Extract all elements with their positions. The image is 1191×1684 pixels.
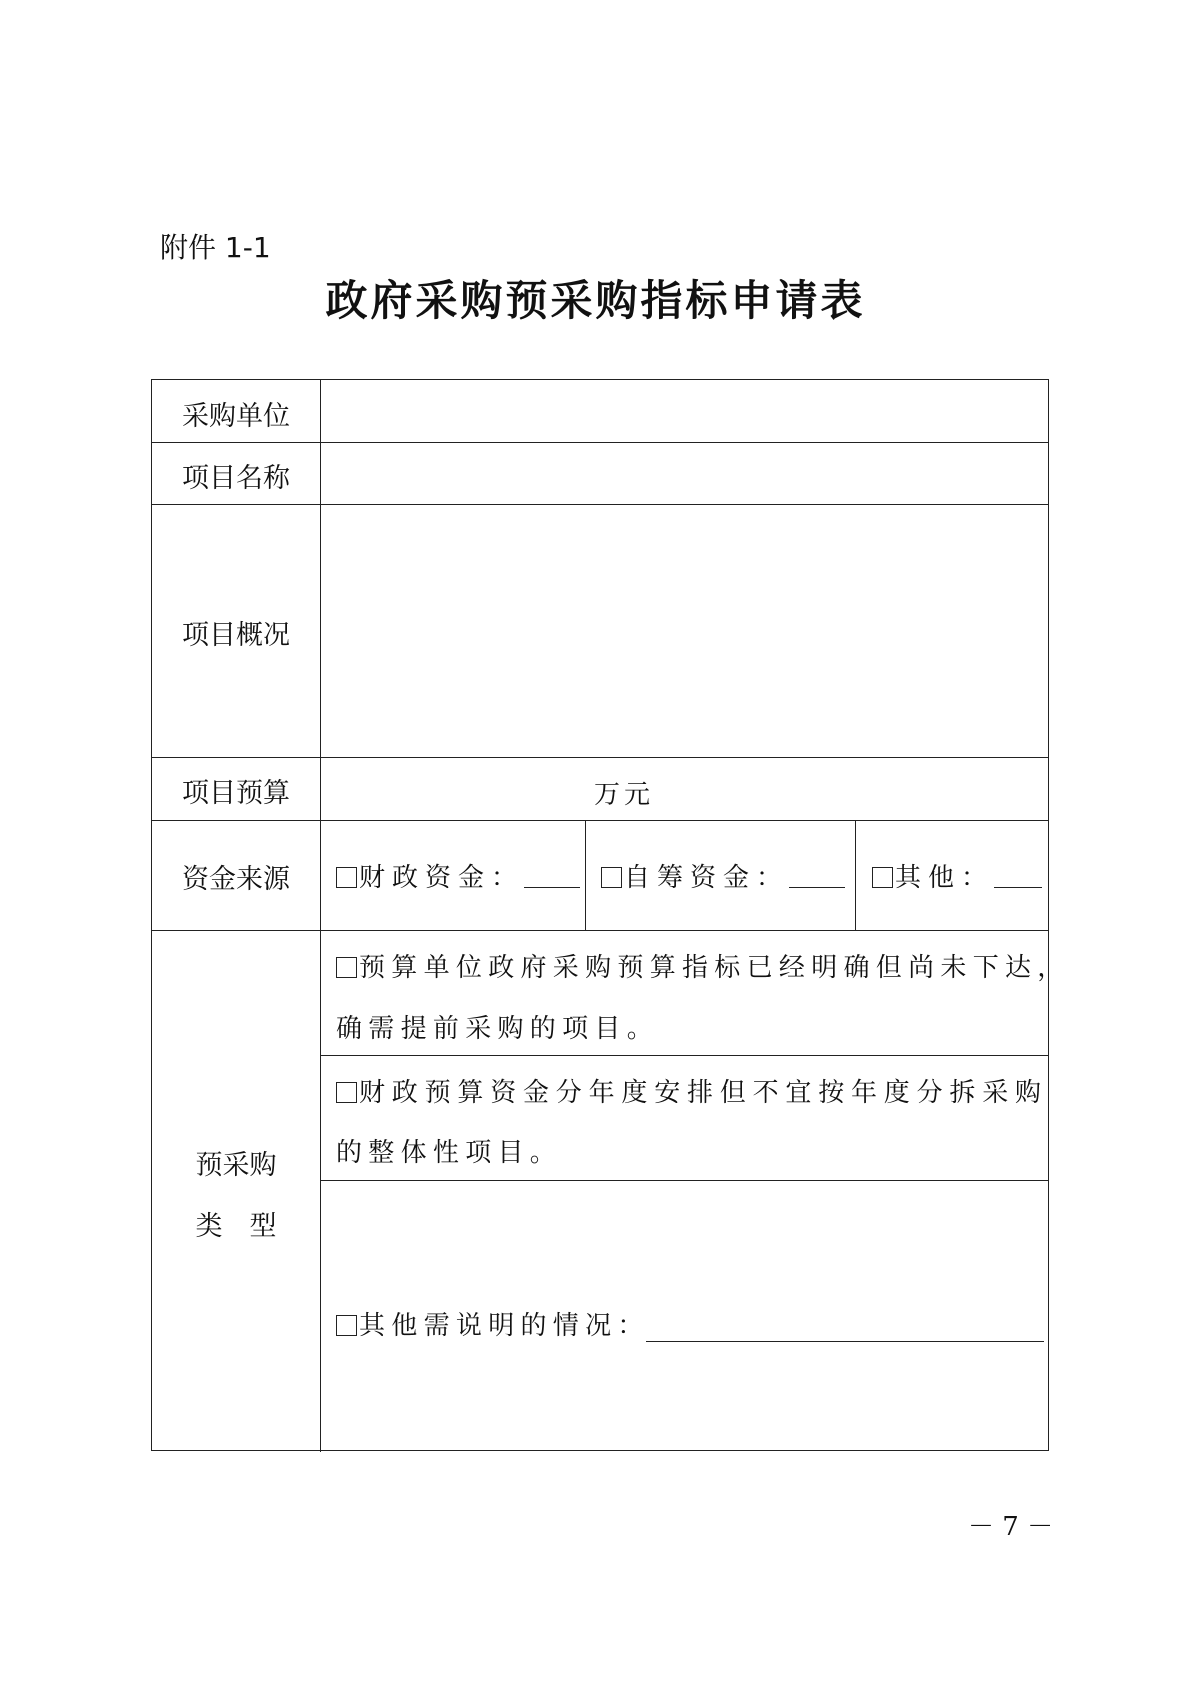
label-budget: 项目预算 bbox=[182, 778, 290, 809]
type-option-2-line2: 的整体性项目。 bbox=[336, 1138, 563, 1168]
label-type-line1: 预采购 bbox=[195, 1150, 277, 1181]
other-description-blank[interactable] bbox=[646, 1317, 1044, 1342]
fund-option-fiscal bbox=[336, 857, 580, 894]
overview-field[interactable] bbox=[322, 506, 1048, 756]
type-option-2 bbox=[336, 1072, 1048, 1109]
fund-divider bbox=[855, 820, 856, 930]
fund-option-other bbox=[872, 857, 1042, 894]
row-divider bbox=[152, 820, 1048, 821]
row-divider bbox=[320, 1055, 1048, 1056]
row-divider bbox=[152, 442, 1048, 443]
fund-self-blank[interactable] bbox=[789, 863, 845, 888]
fund-option-self bbox=[601, 857, 845, 894]
project-name-field[interactable] bbox=[322, 444, 1048, 503]
label-project-name: 项目名称 bbox=[182, 463, 290, 494]
label-unit: 采购单位 bbox=[182, 401, 290, 432]
checkbox-type-3[interactable] bbox=[336, 1315, 357, 1336]
label-type-line2: 类 型 bbox=[195, 1211, 277, 1242]
checkbox-other-fund[interactable] bbox=[872, 867, 893, 888]
row-divider bbox=[320, 1180, 1048, 1181]
type-option-3-line1: 其他需说明的情况： bbox=[359, 1311, 650, 1341]
budget-field[interactable] bbox=[322, 759, 602, 819]
label-fund-source: 资金来源 bbox=[182, 864, 290, 895]
checkbox-type-1[interactable] bbox=[336, 957, 357, 978]
checkbox-self[interactable] bbox=[601, 867, 622, 888]
checkbox-fiscal[interactable] bbox=[336, 867, 357, 888]
type-option-1 bbox=[336, 947, 1070, 984]
type-option-1-line1: 预算单位政府采购预算指标已经明确但尚未下达， bbox=[359, 953, 1070, 983]
label-overview: 项目概况 bbox=[182, 620, 290, 651]
form-title: 政府采购预采购指标申请表 bbox=[325, 276, 866, 325]
row-divider bbox=[152, 757, 1048, 758]
application-form bbox=[151, 379, 1070, 1451]
fund-divider bbox=[585, 820, 586, 930]
type-option-3 bbox=[336, 1305, 650, 1342]
row-divider bbox=[152, 930, 1048, 931]
fund-fiscal-blank[interactable] bbox=[524, 863, 580, 888]
checkbox-type-2[interactable] bbox=[336, 1082, 357, 1103]
budget-unit: 万元 bbox=[594, 780, 655, 810]
page-number: － 7 － bbox=[968, 1512, 1054, 1542]
fund-option-other-label: 其他： bbox=[895, 863, 995, 893]
unit-field[interactable] bbox=[322, 382, 1048, 441]
label-column-divider bbox=[320, 380, 321, 1452]
row-divider bbox=[152, 504, 1048, 505]
fund-other-blank[interactable] bbox=[994, 863, 1042, 888]
type-option-1-line2: 确需提前采购的项目。 bbox=[336, 1014, 660, 1044]
fund-option-self-label: 自筹资金： bbox=[624, 863, 790, 893]
type-option-2-line1: 财政预算资金分年度安排但不宜按年度分拆采购 bbox=[359, 1078, 1048, 1108]
fund-option-fiscal-label: 财政资金： bbox=[359, 863, 525, 893]
attachment-label: 附件 1-1 bbox=[160, 231, 271, 264]
